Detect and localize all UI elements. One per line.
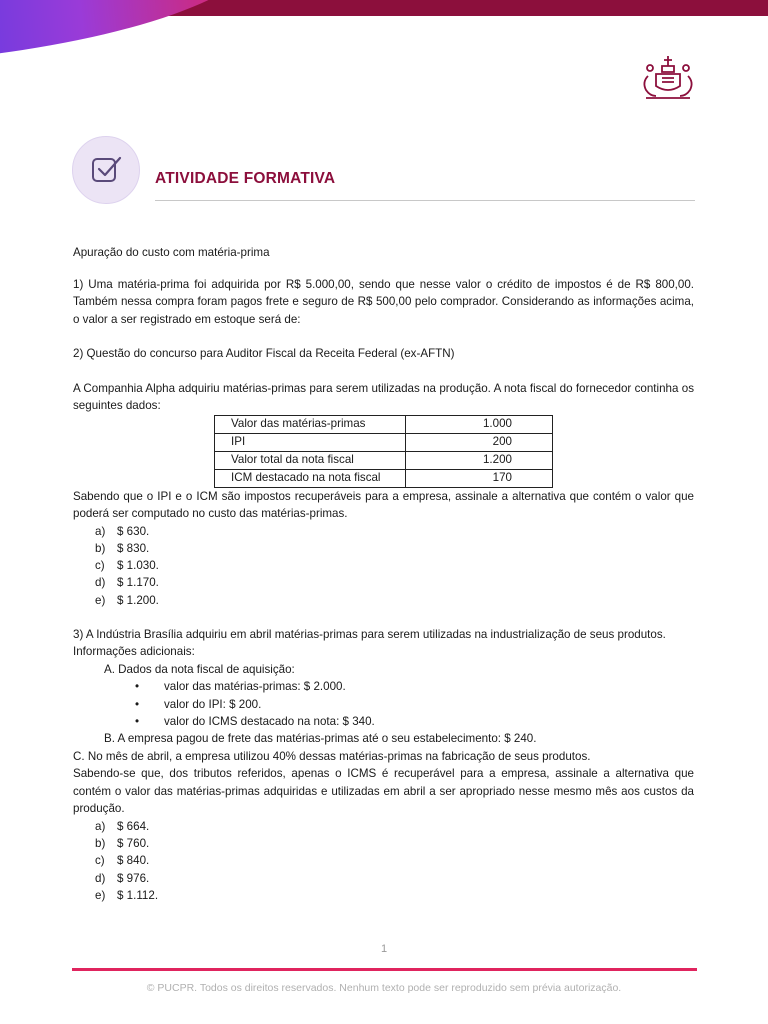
document-body: [73, 244, 694, 904]
table-cell-label: IPI: [215, 433, 406, 451]
table-cell-label: Valor das matérias-primas: [215, 415, 406, 433]
option-item: c) $ 1.030.: [95, 559, 159, 573]
table-cell-label: Valor total da nota fiscal: [215, 451, 406, 469]
option-item: c) $ 840.: [95, 854, 150, 868]
table-row: [215, 469, 553, 487]
question-2-options: [73, 523, 694, 609]
table-cell-value: 170: [406, 469, 553, 487]
table-row: [215, 415, 553, 433]
option-item: e) $ 1.200.: [95, 593, 159, 607]
question-3-options: [73, 818, 694, 904]
footer-copyright: © PUCPR. Todos os direitos reservados. Nenhum texto pode ser reproduzido sem prévia autorização.: [146, 982, 622, 994]
question-2-intro: A Companhia Alpha adquiriu matérias-primas para serem utilizadas na produção. A nota fiscal do fornecedor continha os seguintes dados:: [73, 381, 694, 412]
question-3-item-b: B. A empresa pagou de frete das matérias-primas até o seu estabelecimento: $ 240.: [104, 732, 537, 746]
activity-badge: [72, 136, 140, 204]
table-cell-value: 1.200: [406, 451, 553, 469]
option-item: a) $ 630.: [95, 524, 150, 538]
bullet-item: • valor das matérias-primas: $ 2.000.: [135, 680, 346, 694]
question-3-info-label: Informações adicionais:: [73, 645, 195, 659]
section-heading: ATIVIDADE FORMATIVA: [155, 170, 336, 187]
heading-divider: [155, 200, 695, 201]
question-3-item-a: A. Dados da nota fiscal de aquisição:: [104, 662, 295, 676]
footer-divider: [72, 968, 697, 971]
question-1-text: 1) Uma matéria-prima foi adquirida por R$ 5.000,00, sendo que nesse valor o crédito de impostos é de R$ 800,00. Também nessa compra foram pagos frete e seguro de R$ 500,00 pelo comprador. Considerando as informações acima, o valor a ser registrado em estoque será de:: [73, 277, 694, 326]
question-3-bullets: [73, 678, 694, 730]
table-cell-value: 200: [406, 433, 553, 451]
option-item: d) $ 976.: [95, 871, 150, 885]
option-item: d) $ 1.170.: [95, 576, 159, 590]
page-number: 1: [380, 943, 388, 955]
option-item: b) $ 760.: [95, 837, 150, 851]
question-3-intro: 3) A Indústria Brasília adquiriu em abril matérias-primas para serem utilizadas na industrialização de seus produtos.: [73, 627, 666, 641]
table-row: [215, 433, 553, 451]
option-item: e) $ 1.112.: [95, 889, 159, 903]
question-3-prompt: Sabendo-se que, dos tributos referidos, apenas o ICMS é recuperável para a empresa, assinale a alternativa que contém o valor das matérias-primas adquiridas e utilizadas em abril a ser apropriado nesse mesmo mês aos custos da produção.: [73, 767, 694, 816]
question-2-prompt: Sabendo que o IPI e o ICM são impostos recuperáveis para a empresa, assinale a alternativa que contém o valor que poderá ser computado no custo das matérias-primas.: [73, 489, 694, 520]
table-row: [215, 451, 553, 469]
question-2-title: 2) Questão do concurso para Auditor Fiscal da Receita Federal (ex-AFTN): [73, 347, 455, 360]
subtitle: Apuração do custo com matéria-prima: [73, 246, 270, 259]
checkbox-check-icon: [89, 153, 123, 187]
pucpr-crest-icon: [638, 52, 698, 104]
table-cell-value: 1.000: [406, 415, 553, 433]
bullet-item: • valor do IPI: $ 200.: [135, 697, 262, 711]
bullet-item: • valor do ICMS destacado na nota: $ 340.: [135, 715, 375, 729]
option-item: b) $ 830.: [95, 541, 150, 555]
invoice-table: [214, 415, 553, 488]
table-cell-label: ICM destacado na nota fiscal: [215, 469, 406, 487]
option-item: a) $ 664.: [95, 819, 150, 833]
question-3-item-c: C. No mês de abril, a empresa utilizou 40% dessas matérias-primas na fabricação de seus produtos.: [73, 749, 591, 763]
